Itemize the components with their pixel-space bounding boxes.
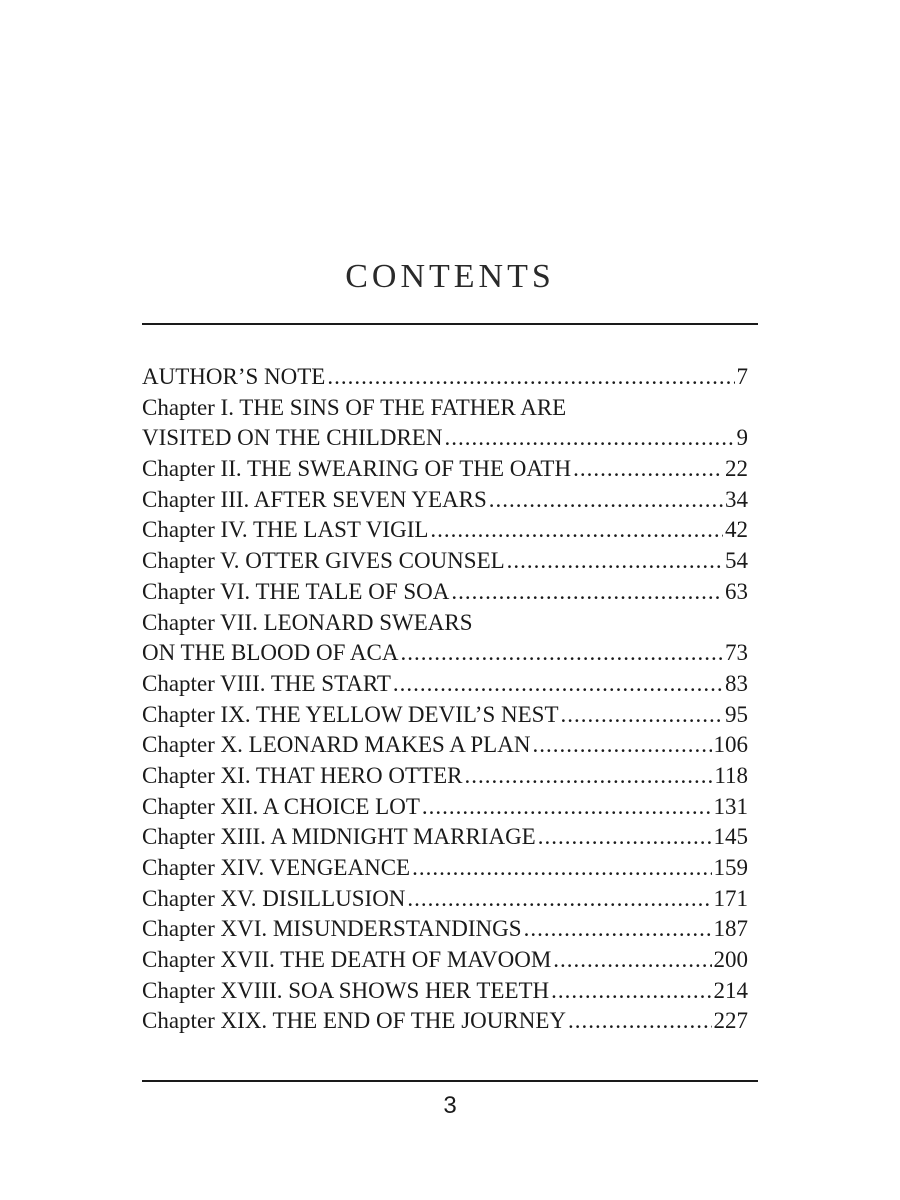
dot-leader [507, 546, 723, 577]
toc-entry-title: Chapter V. OTTER GIVES COUNSEL [142, 548, 505, 574]
toc-entry-title: Chapter II. THE SWEARING OF THE OATH [142, 456, 572, 482]
toc-entry-title: Chapter XVIII. SOA SHOWS HER TEETH [142, 977, 550, 1003]
toc-entry[interactable] [142, 945, 748, 976]
dot-leader [327, 362, 734, 393]
dot-leader [532, 730, 711, 761]
toc-entry-line [142, 608, 748, 639]
page-number: 3 [443, 1092, 457, 1119]
dot-leader [451, 577, 723, 608]
toc-entry-title: Chapter XVI. MISUNDERSTANDINGS [142, 916, 522, 942]
toc-entry-line [142, 822, 748, 853]
dot-leader [407, 884, 711, 915]
toc-entry-line [142, 485, 748, 516]
toc-entry-page: 63 [725, 578, 748, 604]
toc-entry-title: Chapter III. AFTER SEVEN YEARS [142, 486, 487, 512]
toc-entry-line [142, 976, 748, 1007]
toc-entry-line [142, 761, 748, 792]
dot-leader [561, 700, 724, 731]
toc-entry[interactable] [142, 700, 748, 731]
toc-entry-line [142, 515, 748, 546]
toc-entry-title: Chapter XI. THAT HERO OTTER [142, 762, 463, 788]
toc-entry-page: 7 [736, 364, 748, 389]
dot-leader [538, 822, 712, 853]
dot-leader [393, 669, 723, 700]
toc-entry-line [142, 577, 748, 608]
toc-entry-page: 54 [725, 548, 748, 574]
toc-entry-line [142, 914, 748, 945]
toc-entry-page: 42 [725, 517, 748, 543]
toc-entry[interactable] [142, 515, 748, 546]
toc-entry-title: Chapter XIX. THE END OF THE JOURNEY [142, 1008, 566, 1034]
toc-entry-page: 145 [713, 824, 748, 850]
toc-entry-page: 118 [714, 762, 748, 788]
toc-entry[interactable] [142, 669, 748, 700]
toc-entry-line [142, 853, 748, 884]
toc-entry[interactable] [142, 485, 748, 516]
toc-entry[interactable] [142, 546, 748, 577]
toc-entry[interactable] [142, 914, 748, 945]
toc-entry-line [142, 393, 748, 424]
toc-entry-line [142, 669, 748, 700]
table-of-contents [142, 362, 748, 1037]
toc-entry-line [142, 546, 748, 577]
dot-leader [568, 1006, 712, 1037]
dot-leader [444, 423, 734, 454]
dot-leader [412, 853, 711, 884]
toc-entry[interactable] [142, 1006, 748, 1037]
toc-entry-title: AUTHOR’S NOTE [142, 364, 326, 389]
toc-entry-title: Chapter X. LEONARD MAKES A PLAN [142, 732, 531, 758]
toc-entry-line [142, 792, 748, 823]
toc-entry[interactable] [142, 761, 748, 792]
toc-entry-page: 95 [725, 701, 748, 727]
toc-entry[interactable] [142, 884, 748, 915]
toc-entry-page: 159 [713, 855, 748, 880]
page-title: CONTENTS [345, 258, 555, 295]
top-divider [142, 323, 758, 325]
toc-entry-line [142, 454, 748, 485]
toc-entry-line [142, 700, 748, 731]
toc-entry-page: 187 [713, 916, 748, 942]
toc-entry-page: 73 [725, 640, 748, 666]
toc-entry-page: 227 [713, 1008, 748, 1034]
toc-entry-page: 131 [713, 793, 748, 819]
toc-entry-line [142, 730, 748, 761]
toc-entry-page: 214 [713, 977, 748, 1003]
toc-entry-title: Chapter I. THE SINS OF THE FATHER ARE [142, 394, 567, 420]
dot-leader [430, 515, 723, 546]
toc-entry[interactable] [142, 853, 748, 884]
dot-leader [553, 945, 711, 976]
dot-leader [400, 638, 723, 669]
toc-entry-line [142, 1006, 748, 1037]
bottom-divider [142, 1080, 758, 1082]
toc-entry-title: ON THE BLOOD OF ACA [142, 640, 399, 666]
toc-entry-title: Chapter IX. THE YELLOW DEVIL’S NEST [142, 701, 559, 727]
toc-entry-title: Chapter XII. A CHOICE LOT [142, 793, 420, 819]
toc-entry[interactable] [142, 608, 748, 669]
toc-entry-line [142, 638, 748, 669]
dot-leader [422, 792, 712, 823]
toc-entry-title: Chapter VI. THE TALE OF SOA [142, 578, 450, 604]
dot-leader [464, 761, 712, 792]
toc-entry-title: Chapter XIV. VENGEANCE [142, 855, 411, 880]
toc-entry-title: Chapter XIII. A MIDNIGHT MARRIAGE [142, 824, 536, 850]
toc-entry-page: 200 [713, 947, 748, 973]
toc-entry-page: 171 [713, 885, 748, 911]
toc-entry-page: 22 [725, 456, 748, 482]
toc-entry[interactable] [142, 577, 748, 608]
toc-entry-title: Chapter VIII. THE START [142, 670, 391, 696]
toc-entry-line [142, 423, 748, 454]
toc-entry[interactable] [142, 792, 748, 823]
toc-entry-line [142, 362, 748, 393]
dot-leader [573, 454, 723, 485]
toc-entry[interactable] [142, 730, 748, 761]
toc-entry-page: 34 [725, 486, 748, 512]
dot-leader [551, 976, 711, 1007]
toc-entry-title: Chapter VII. LEONARD SWEARS [142, 609, 473, 635]
toc-entry-page: 106 [713, 732, 748, 758]
dot-leader [524, 914, 712, 945]
dot-leader [489, 485, 723, 516]
toc-entry-page: 83 [725, 670, 748, 696]
toc-entry-title: Chapter XVII. THE DEATH OF MAVOOM [142, 947, 552, 973]
toc-entry-title: Chapter IV. THE LAST VIGIL [142, 517, 429, 543]
toc-entry-page: 9 [736, 425, 748, 451]
toc-entry-line [142, 884, 748, 915]
toc-entry[interactable] [142, 822, 748, 853]
toc-entry[interactable] [142, 976, 748, 1007]
toc-entry-title: VISITED ON THE CHILDREN [142, 425, 443, 451]
toc-entry-line [142, 945, 748, 976]
toc-entry[interactable] [142, 454, 748, 485]
toc-entry[interactable] [142, 393, 748, 454]
toc-entry[interactable] [142, 362, 748, 393]
toc-entry-title: Chapter XV. DISILLUSION [142, 885, 406, 911]
